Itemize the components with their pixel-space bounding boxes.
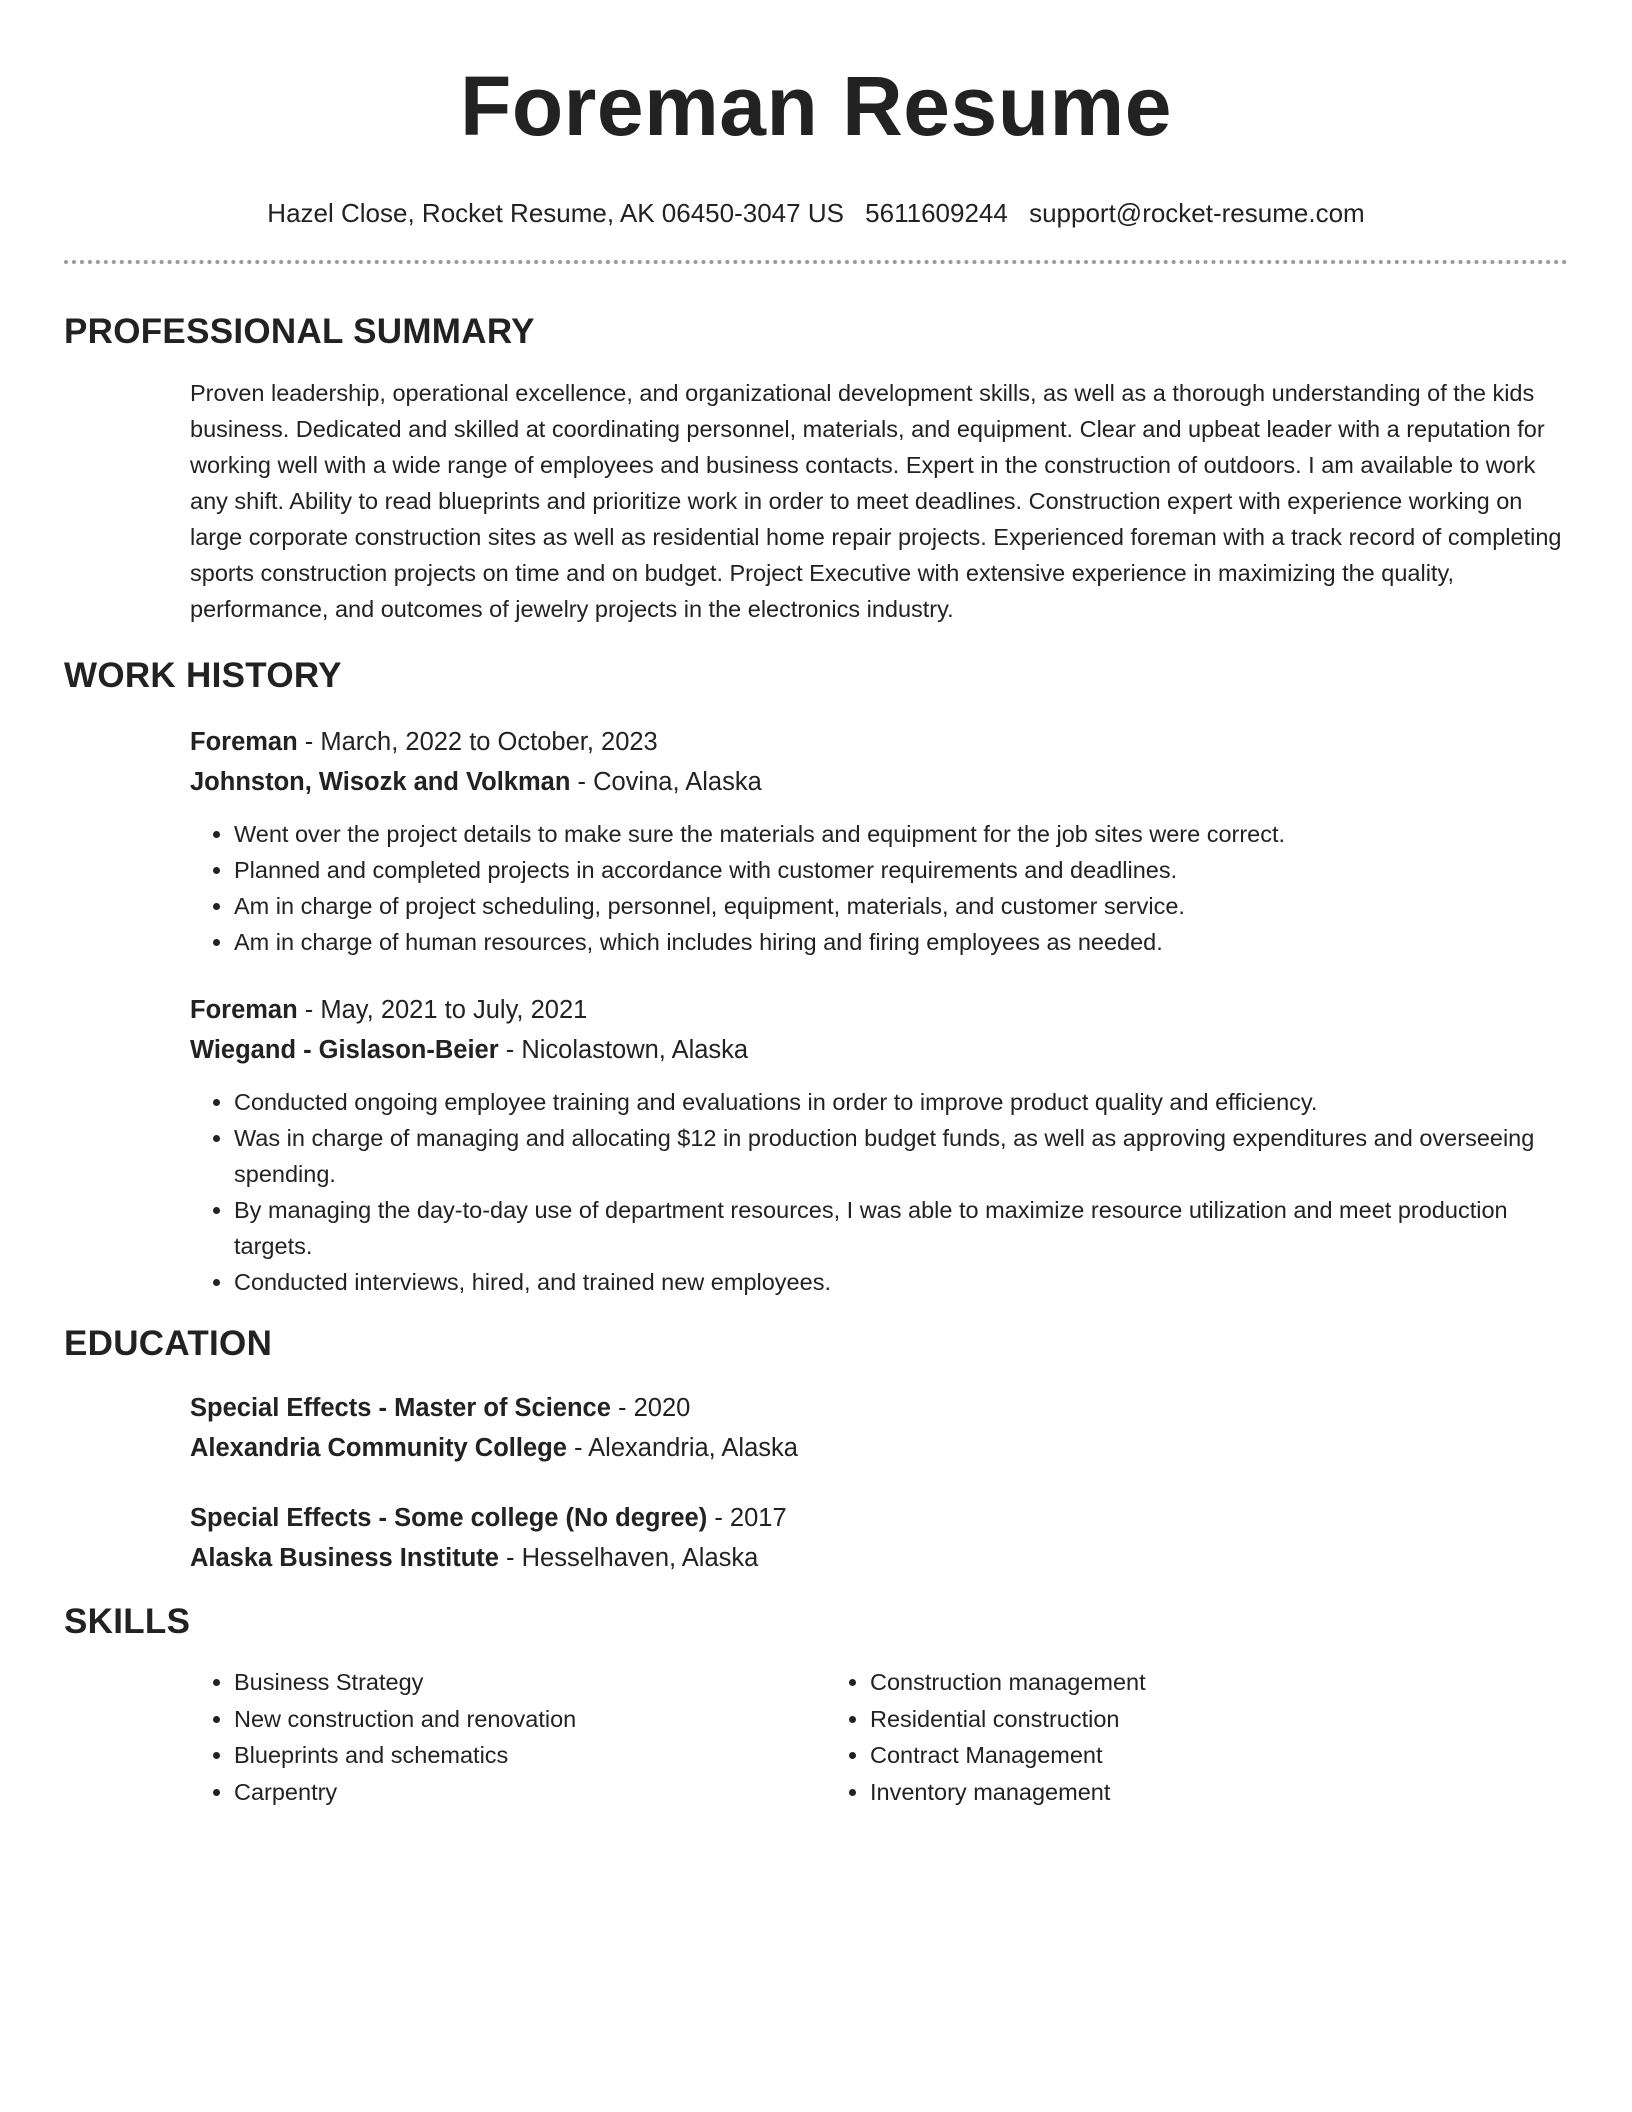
job-dates: - March, 2022 to October, 2023 — [297, 728, 658, 756]
job-location: - Nicolastown, Alaska — [498, 1036, 749, 1064]
education-location: - Hesselhaven, Alaska — [498, 1544, 759, 1572]
list-item: • Conducted ongoing employee training and evaluations in order to improve product quality and efficiency. — [234, 1084, 1568, 1120]
skills-columns — [190, 1664, 1568, 1810]
list-item: • Conducted interviews, hired, and trained new employees. — [234, 1264, 1568, 1300]
summary-text: Proven leadership, operational excellence, and organizational development skills, as well as a thorough understanding of the kids business. Dedicated and skilled at coordinating personnel, materials, and equipment. Clear and upbeat leader with a reputation for working well with a wide range of employees and business contacts. Expert in the construction of outdoors. I am available to work any shift. Ability to read blueprints and prioritize work in order to meet deadlines. Construction expert with experience working on large corporate construction sites as well as residential home repair projects. Experienced foreman with a track record of completing sports construction projects on time and on budget. Project Executive with extensive experience in maximizing the quality, performance, and outcomes of jewelry projects in the electronics industry. — [190, 380, 1562, 622]
skill-item: • Contract Management — [870, 1737, 1462, 1774]
education-entry — [190, 1388, 1568, 1468]
education-school-line — [190, 1428, 1568, 1468]
list-item: • Am in charge of project scheduling, personnel, equipment, materials, and customer service. — [234, 888, 1568, 924]
list-item: • Am in charge of human resources, which includes hiring and firing employees as needed. — [234, 924, 1568, 960]
skill-item: • Inventory management — [870, 1774, 1462, 1811]
list-item: • Went over the project details to make sure the materials and equipment for the job sites were correct. — [234, 816, 1568, 852]
skills-list-right — [826, 1664, 1462, 1810]
education-school: Alaska Business Institute — [190, 1544, 499, 1572]
job-entry — [190, 990, 1568, 1300]
section-title-summary: PROFESSIONAL SUMMARY — [64, 312, 535, 351]
job-role: Foreman — [190, 728, 298, 756]
skill-item: • Business Strategy — [234, 1664, 826, 1701]
job-location: - Covina, Alaska — [570, 768, 762, 796]
job-title-line — [190, 722, 1568, 762]
contact-phone: 5611609244 — [865, 198, 1008, 228]
list-item: • By managing the day-to-day use of department resources, I was able to maximize resource utilization and meet production targets. — [234, 1192, 1568, 1264]
skills-list-left — [190, 1664, 826, 1810]
job-title-line — [190, 990, 1568, 1030]
job-company: Wiegand - Gislason-Beier — [190, 1036, 499, 1064]
section-title-skills: SKILLS — [64, 1602, 191, 1641]
education-location: - Alexandria, Alaska — [566, 1434, 798, 1462]
education-degree-line — [190, 1498, 1568, 1538]
education-degree-line — [190, 1388, 1568, 1428]
section-title-work-history: WORK HISTORY — [64, 656, 342, 695]
job-company-line — [190, 1030, 1568, 1070]
contact-line — [64, 196, 1568, 230]
header-divider — [64, 260, 1568, 264]
education-degree: Special Effects - Master of Science — [190, 1394, 611, 1422]
skill-item: • Construction management — [870, 1664, 1462, 1701]
job-entry — [190, 722, 1568, 960]
education-entry — [190, 1498, 1568, 1578]
job-duties-list — [190, 816, 1568, 960]
education-year: - 2020 — [610, 1394, 691, 1422]
resume-title: Foreman Resume — [460, 59, 1172, 153]
job-role: Foreman — [190, 996, 298, 1024]
skill-item: • Residential construction — [870, 1701, 1462, 1738]
education-degree: Special Effects - Some college (No degree) — [190, 1504, 708, 1532]
education-school-line — [190, 1538, 1568, 1578]
section-title-education: EDUCATION — [64, 1324, 273, 1363]
contact-address: Hazel Close, Rocket Resume, AK 06450-3047 US — [267, 198, 844, 228]
skill-item: • Carpentry — [234, 1774, 826, 1811]
list-item: • Planned and completed projects in accordance with customer requirements and deadlines. — [234, 852, 1568, 888]
skill-item: • Blueprints and schematics — [234, 1737, 826, 1774]
job-company-line — [190, 762, 1568, 802]
contact-email: support@rocket-resume.com — [1029, 198, 1365, 228]
education-school: Alexandria Community College — [190, 1434, 567, 1462]
job-duties-list — [190, 1084, 1568, 1300]
education-year: - 2017 — [707, 1504, 787, 1532]
job-dates: - May, 2021 to July, 2021 — [297, 996, 588, 1024]
list-item: • Was in charge of managing and allocating $12 in production budget funds, as well as approving expenditures and overseeing spending. — [234, 1120, 1568, 1192]
job-company: Johnston, Wisozk and Volkman — [190, 768, 571, 796]
skill-item: • New construction and renovation — [234, 1701, 826, 1738]
